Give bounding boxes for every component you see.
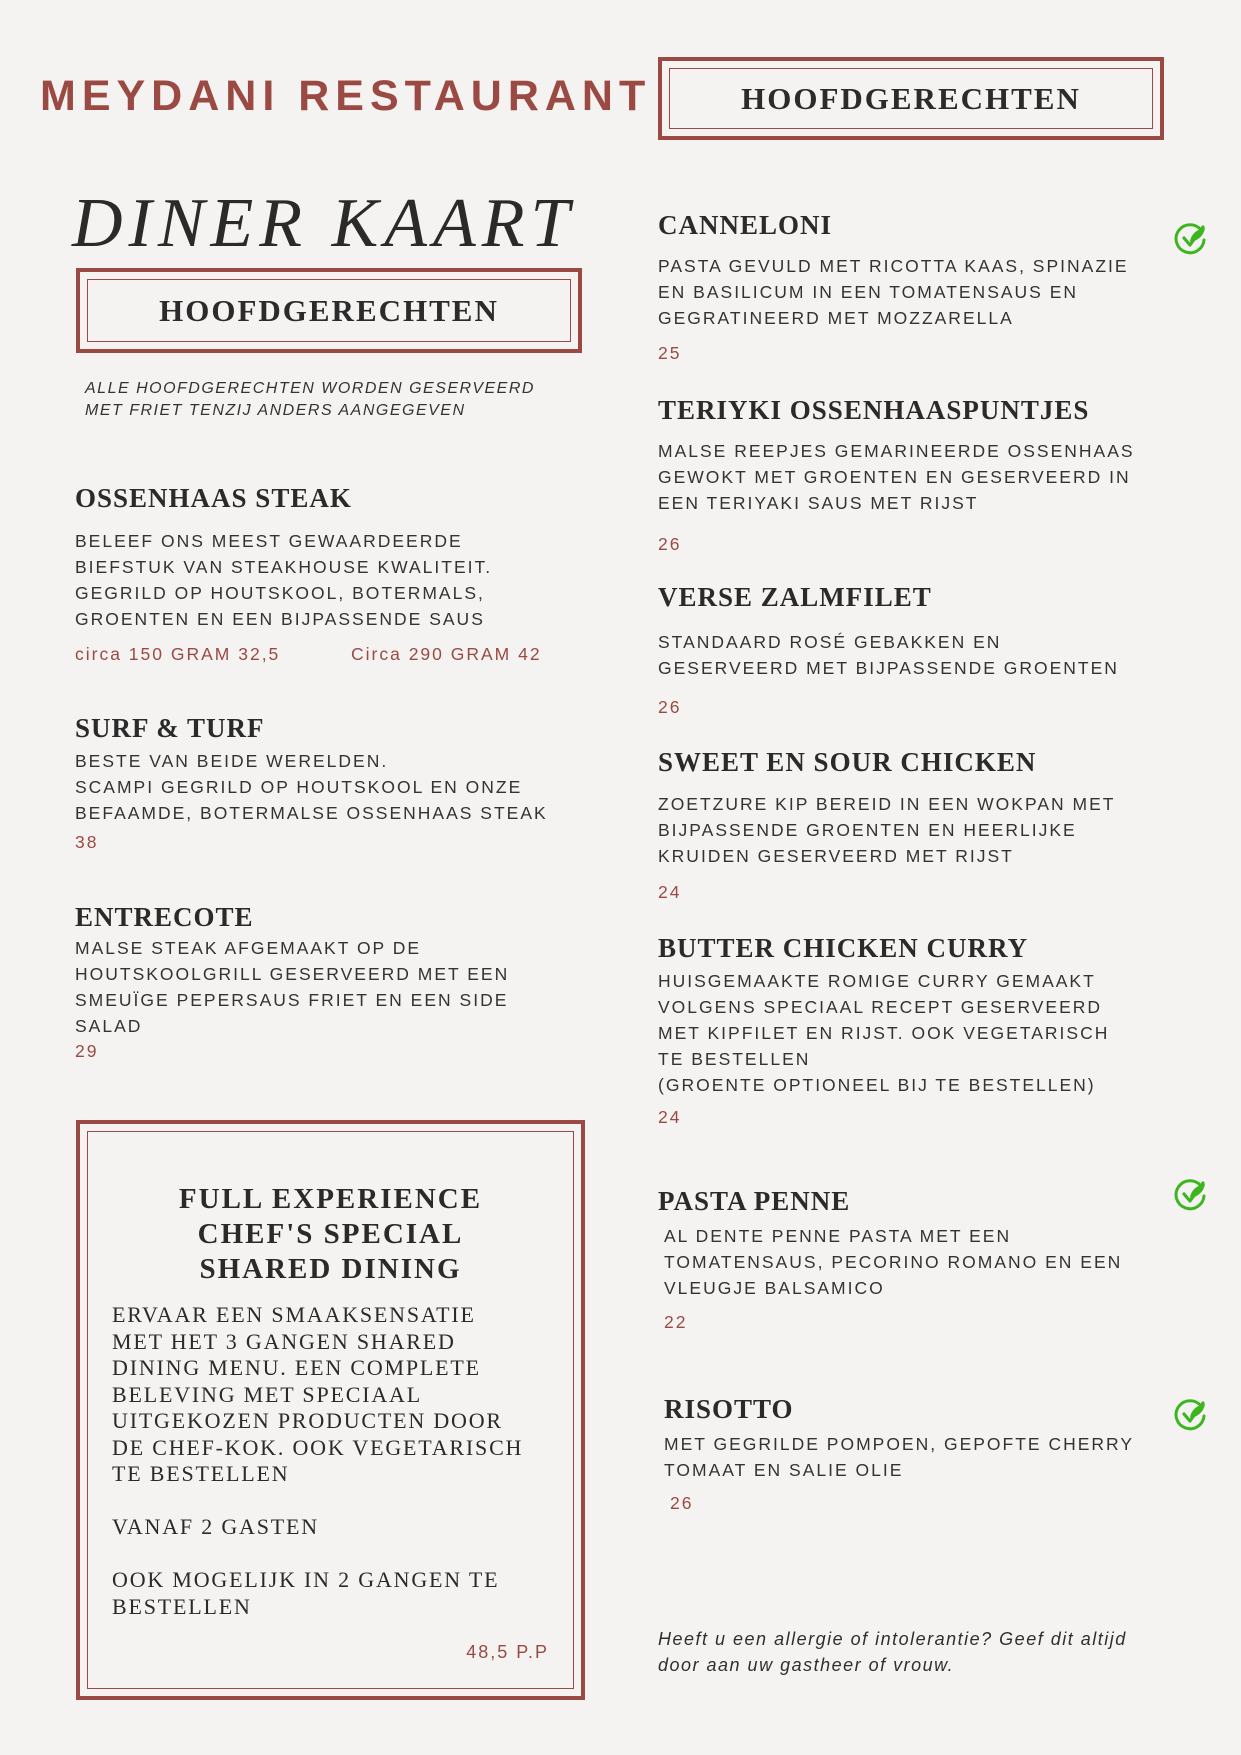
header-section-title: HOOFDGERECHTEN — [741, 80, 1081, 116]
dish-description: BELEEF ONS MEEST GEWAARDEERDE BIEFSTUK VAN STEAKHOUSE KWALITEIT. GEGRILD OP HOUTSKOOL, BOTERMALS, GROENTEN EN EEN BIJPASSENDE SAUS — [75, 531, 493, 629]
dish-canneloni — [658, 210, 1218, 364]
dish-price: 22 — [664, 1312, 688, 1332]
dish-name: OSSENHAAS STEAK — [75, 483, 352, 513]
dish-price-large: Circa 290 GRAM 42 — [351, 644, 542, 664]
restaurant-name: MEYDANI RESTAURANT — [40, 72, 652, 120]
dish-description: BESTE VAN BEIDE WERELDEN. SCAMPI GEGRILD OP HOUTSKOOL EN ONZE BEFAAMDE, BOTERMALSE OSSENHAAS STEAK — [75, 751, 548, 823]
dish-pasta-penne — [658, 1186, 1218, 1333]
dish-name: CANNELONI — [658, 210, 833, 240]
dish-name: SWEET EN SOUR CHICKEN — [658, 747, 1037, 777]
dish-teriyki-ossenhaaspuntjes — [658, 395, 1218, 555]
special-title: FULL EXPERIENCE CHEF'S SPECIAL SHARED DINING — [178, 1183, 483, 1285]
dish-price: 26 — [658, 534, 682, 554]
dish-description: MET GEGRILDE POMPOEN, GEPOFTE CHERRY TOMAAT EN SALIE OLIE — [664, 1434, 1135, 1480]
dish-verse-zalmfilet — [658, 582, 1218, 718]
dish-name: SURF & TURF — [75, 713, 265, 743]
section-title: HOOFDGERECHTEN — [159, 292, 499, 328]
special-price: 48,5 P.P — [466, 1642, 549, 1662]
header-section-box — [658, 57, 1164, 140]
vegetarian-leaf-check-icon — [1174, 221, 1208, 255]
dish-price: 26 — [658, 697, 682, 717]
section-note: ALLE HOOFDGERECHTEN WORDEN GESERVEERD MET FRIET TENZIJ ANDERS AANGEGEVEN — [85, 380, 535, 419]
dish-name: ENTRECOTE — [75, 902, 254, 932]
dish-name: PASTA PENNE — [658, 1186, 851, 1216]
dish-risotto — [664, 1394, 1224, 1514]
dish-price: 29 — [75, 1041, 99, 1061]
dish-butter-chicken-curry — [658, 933, 1218, 1128]
dish-ossenhaas-steak — [75, 483, 595, 668]
dish-name: TERIYKI OSSENHAASPUNTJES — [658, 395, 1090, 425]
dish-description: PASTA GEVULD MET RICOTTA KAAS, SPINAZIE EN BASILICUM IN EEN TOMATENSAUS EN GEGRATINEERD MET MOZZARELLA — [658, 256, 1129, 328]
dish-price-small: circa 150 GRAM 32,5 — [75, 644, 281, 664]
dish-description: HUISGEMAAKTE ROMIGE CURRY GEMAAKT VOLGENS SPECIAAL RECEPT GESERVEERD MET KIPFILET EN RIJST. OOK VEGETARISCH TE BESTELLEN (GROENTE OPTIONEEL BIJ TE BESTELLEN) — [658, 971, 1110, 1095]
dish-price: 25 — [658, 343, 682, 363]
allergy-note: Heeft u een allergie of intolerantie? Geef dit altijd door aan uw gastheer of vrouw. — [658, 1629, 1127, 1675]
dish-sweet-en-sour-chicken — [658, 747, 1218, 903]
dish-name: VERSE ZALMFILET — [658, 582, 932, 612]
dish-description: AL DENTE PENNE PASTA MET EEN TOMATENSAUS, PECORINO ROMANO EN EEN VLEUGJE BALSAMICO — [664, 1226, 1123, 1298]
dish-description: STANDAARD ROSÉ GEBAKKEN EN GESERVEERD MET BIJPASSENDE GROENTEN — [658, 632, 1119, 678]
vegetarian-leaf-check-icon — [1174, 1397, 1208, 1431]
dish-description: ZOETZURE KIP BEREID IN EEN WOKPAN MET BIJPASSENDE GROENTEN EN HEERLIJKE KRUIDEN GESERVEERD MET RIJST — [658, 794, 1116, 866]
dish-entrecote — [75, 902, 595, 1062]
special-box — [76, 1120, 585, 1700]
dish-name: RISOTTO — [664, 1394, 794, 1424]
dish-price: 24 — [658, 1107, 682, 1127]
dish-price: 26 — [670, 1493, 694, 1513]
vegetarian-leaf-check-icon — [1174, 1177, 1208, 1211]
dish-name: BUTTER CHICKEN CURRY — [658, 933, 1029, 963]
menu-title: DINER KAART — [72, 185, 576, 262]
dish-surf-turf — [75, 713, 595, 853]
section-title-box — [76, 268, 582, 353]
dish-price: 24 — [658, 882, 682, 902]
dish-price: 38 — [75, 832, 99, 852]
special-description: ERVAAR EEN SMAAKSENSATIE MET HET 3 GANGEN SHARED DINING MENU. EEN COMPLETE BELEVING MET SPECIAAL UITGEKOZEN PRODUCTEN DOOR DE CHEF-KOK. OOK VEGETARISCH TE BESTELLEN VANAF 2 GASTEN OOK MOGELIJK IN 2 GANGEN TE BESTELLEN — [112, 1302, 524, 1619]
dish-description: MALSE REEPJES GEMARINEERDE OSSENHAAS GEWOKT MET GROENTEN EN GESERVEERD IN EEN TERIYAKI SAUS MET RIJST — [658, 441, 1135, 513]
dish-description: MALSE STEAK AFGEMAAKT OP DE HOUTSKOOLGRILL GESERVEERD MET EEN SMEUÏGE PEPERSAUS FRIET EN EEN SIDE SALAD — [75, 938, 510, 1036]
